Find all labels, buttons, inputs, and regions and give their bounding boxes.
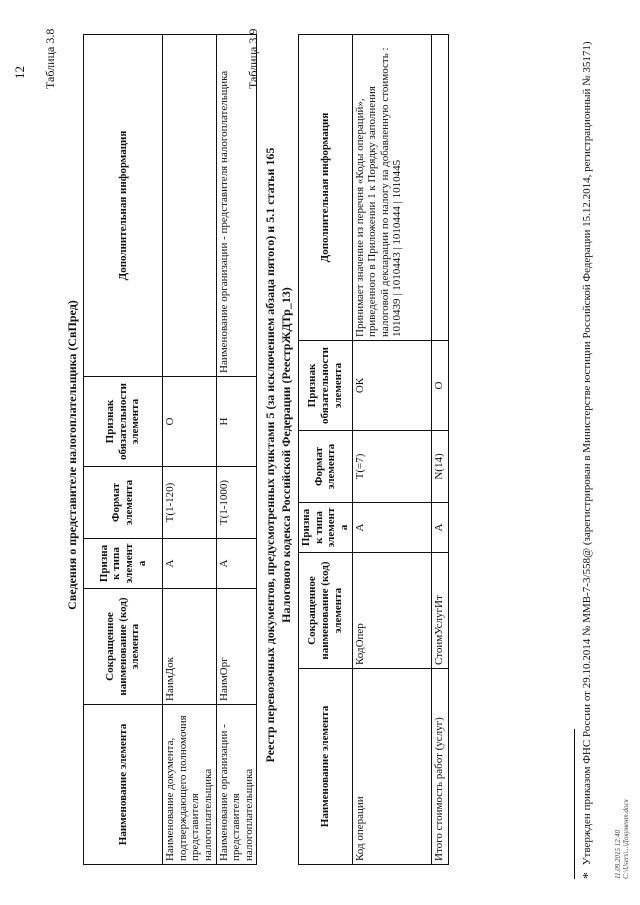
header-cell: Дополнительная информация bbox=[84, 35, 163, 377]
table-header-row bbox=[84, 35, 163, 865]
table-cell: О bbox=[163, 377, 217, 467]
header-cell: Формат элемента bbox=[84, 467, 163, 539]
table-cell: Наименование документа, подтверждающего полномочия представителя налогоплательщика bbox=[163, 705, 217, 865]
table-3-9 bbox=[298, 34, 449, 865]
page-number: 12 bbox=[12, 66, 27, 79]
footnote-rule bbox=[574, 729, 575, 879]
table-cell: Принимает значение из перечня «Коды операций», приведенного в Приложении 1 к Порядку заполнения налоговой декларации по налогу на добавленную стоимость : 1010439 | 1010443 | 1010444 | 1010445 bbox=[352, 35, 431, 341]
table-3-9-title-line2: Налогового кодекса Российской Федерации (РеестрЖДТр_13) bbox=[279, 287, 293, 623]
table-cell: Н bbox=[216, 377, 257, 467]
table-cell: СтоимУслугИт bbox=[431, 553, 448, 669]
table-cell: Т(1-120) bbox=[163, 467, 217, 539]
table-row bbox=[352, 35, 431, 865]
table-cell: N(14) bbox=[431, 431, 448, 503]
table-row bbox=[163, 35, 217, 865]
table-cell: НаимДок bbox=[163, 589, 217, 705]
table-cell: А bbox=[431, 503, 448, 553]
header-cell: Признак типа элемента bbox=[299, 503, 353, 553]
header-cell: Наименование элемента bbox=[84, 705, 163, 865]
table-3-9-caption: Таблица 3.9 bbox=[246, 28, 260, 89]
header-cell: Сокращенное наименование (код) элемента bbox=[299, 553, 353, 669]
table-3-8 bbox=[83, 34, 257, 865]
table-row bbox=[431, 35, 448, 865]
table-3-8-title: Сведения о представителе налогоплательщика (СвПред) bbox=[65, 300, 79, 610]
table-cell: О bbox=[431, 341, 448, 431]
header-cell: Наименование элемента bbox=[299, 669, 353, 865]
file-stamp-path: C:\Users\...\Документ.docx bbox=[622, 799, 631, 879]
table-cell: Код операции bbox=[352, 669, 431, 865]
header-cell: Признак обязательности элемента bbox=[299, 341, 353, 431]
footnote bbox=[580, 39, 598, 879]
footnote-text: Утвержден приказом ФНС России от 29.10.2014 № ММВ-7-3/558@ (зарегистрирован в Министерстве юстиции Российской Федерации 15.12.2014, регистрационный № 35171) bbox=[581, 41, 593, 866]
header-cell: Признак обязательности элемента bbox=[84, 377, 163, 467]
file-stamp bbox=[614, 799, 631, 879]
table-cell: А bbox=[163, 539, 217, 589]
table-3-8-caption: Таблица 3.8 bbox=[43, 28, 57, 89]
table-3-9-title-line1: Реестр перевозочных документов, предусмотренных пунктами 5 (за исключением абзаца пятого) и 5.1 статьи 165 bbox=[263, 147, 277, 763]
header-cell: Сокращенное наименование (код) элемента bbox=[84, 589, 163, 705]
table-cell: Наименование организации - представителя налогоплательщика bbox=[216, 705, 257, 865]
table-cell: НаимОрг bbox=[216, 589, 257, 705]
file-stamp-date: 11.09.2015 12:40 bbox=[614, 829, 622, 879]
table-row bbox=[216, 35, 257, 865]
table-cell: КодОпер bbox=[352, 553, 431, 669]
header-cell: Признак типа элемента bbox=[84, 539, 163, 589]
table-cell bbox=[431, 35, 448, 341]
table-cell: А bbox=[352, 503, 431, 553]
header-cell: Дополнительная информация bbox=[299, 35, 353, 341]
table-cell: ОК bbox=[352, 341, 431, 431]
table-cell: Итого стоимость работ (услуг) bbox=[431, 669, 448, 865]
table-header-row bbox=[299, 35, 353, 865]
header-cell: Формат элемента bbox=[299, 431, 353, 503]
footnote-marker: * bbox=[581, 872, 596, 879]
table-cell: А bbox=[216, 539, 257, 589]
table-cell: Т(=7) bbox=[352, 431, 431, 503]
table-cell: Наименование организации - представителя налогоплательщика bbox=[216, 35, 257, 377]
table-cell: Т(1-1000) bbox=[216, 467, 257, 539]
table-cell bbox=[163, 35, 217, 377]
